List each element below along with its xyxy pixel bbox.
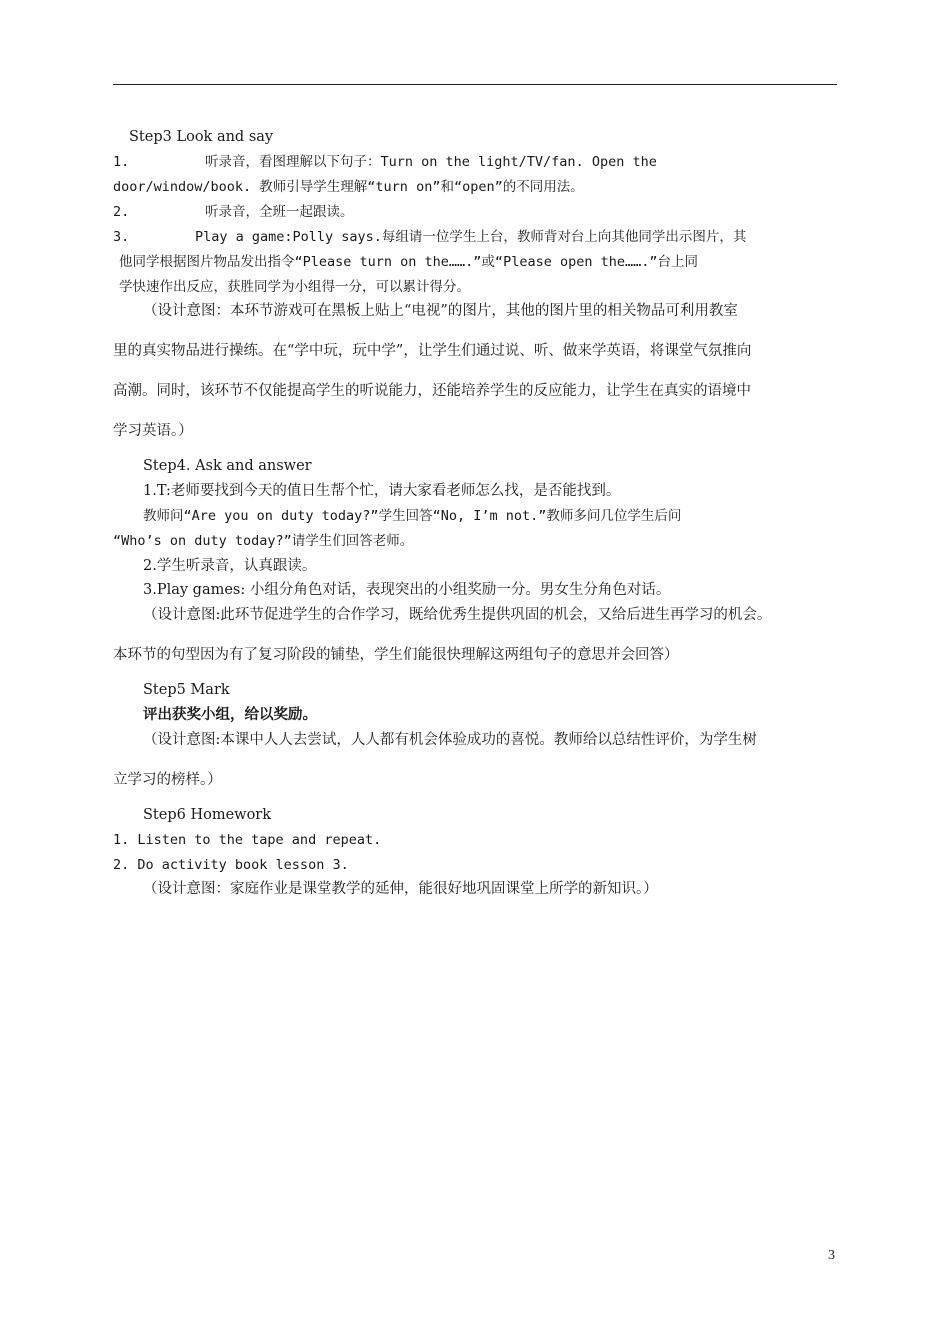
step3-design-note-1: （设计意图：本环节游戏可在黑板上贴上“电视”的图片，其他的图片里的相关物品可利用教室 <box>143 303 738 319</box>
step4-item3: 3.Play games: 小组分角色对话，表现突出的小组奖励一分。男女生分角色对话。 <box>143 582 671 598</box>
step3-item3-cont2: 学快速作出反应，获胜同学为小组得一分，可以累计得分。 <box>119 279 470 295</box>
step5-text: 评出获奖小组，给以奖励。 <box>143 706 317 723</box>
step4-item2: 2.学生听录音，认真跟读。 <box>143 558 317 574</box>
step4-item1: 1.T:老师要找到今天的值日生帮个忙，请大家看老师怎么找，是否能找到。 <box>143 483 621 499</box>
step6-heading: Step6 Homework <box>143 807 272 823</box>
step4-item1-question-cont: “Who’s on duty today?”请学生们回答老师。 <box>113 533 414 549</box>
step4-heading: Step4. Ask and answer <box>143 458 312 474</box>
step4-design-note-2: 本环节的句型因为有了复习阶段的铺垫，学生们能很快理解这两组句子的意思并会回答） <box>113 647 679 663</box>
step4-item1-question: 教师问“Are you on duty today?”学生回答“No, I’m not.”教师多问几位学生后问 <box>143 508 682 524</box>
step5-heading: Step5 Mark <box>143 682 230 698</box>
step3-item1-cont: door/window/book. 教师引导学生理解“turn on”和“open”的不同用法。 <box>113 179 584 195</box>
step6-design-note: （设计意图：家庭作业是课堂教学的延伸，能很好地巩固课堂上所学的新知识。） <box>143 881 658 897</box>
step3-design-note-3: 高潮。同时，该环节不仅能提高学生的听说能力，还能培养学生的反应能力，让学生在真实的语境中 <box>113 383 751 399</box>
step6-item1: 1. Listen to the tape and repeat. <box>113 832 382 848</box>
step3-design-note-2: 里的真实物品进行操练。在“学中玩，玩中学”，让学生们通过说、听、做来学英语，将课堂气氛推向 <box>113 343 752 359</box>
page-number: 3 <box>828 1248 835 1263</box>
step3-item1: 1. 听录音，看图理解以下句子：Turn on the light/TV/fan. Open the <box>113 154 657 170</box>
step3-heading: Step3 Look and say <box>129 129 274 145</box>
step3-item1-num: 1. <box>113 154 130 170</box>
step3-item2-num: 2. <box>113 204 130 220</box>
step3-item3: 3. Play a game:Polly says.每组请一位学生上台，教师背对台上向其他同学出示图片，其 <box>113 229 747 245</box>
step3-item2: 2. 听录音，全班一起跟读。 <box>113 204 354 220</box>
step5-design-note-1: （设计意图:本课中人人去尝试，人人都有机会体验成功的喜悦。教师给以总结性评价，为学生树 <box>143 732 757 748</box>
step3-design-note-4: 学习英语。） <box>113 423 193 439</box>
step5-design-note-2: 立学习的榜样。） <box>113 772 222 788</box>
step3-item3-num: 3. <box>113 229 130 245</box>
step3-item3-cont1: 他同学根据图片物品发出指令“Please turn on the…….”或“Please open the…….”台上同 <box>119 254 698 270</box>
step6-item2: 2. Do activity book lesson 3. <box>113 857 349 873</box>
step4-design-note-1: （设计意图:此环节促进学生的合作学习，既给优秀生提供巩固的机会，又给后进生再学习的机会。 <box>143 607 772 623</box>
header-rule <box>113 84 837 85</box>
